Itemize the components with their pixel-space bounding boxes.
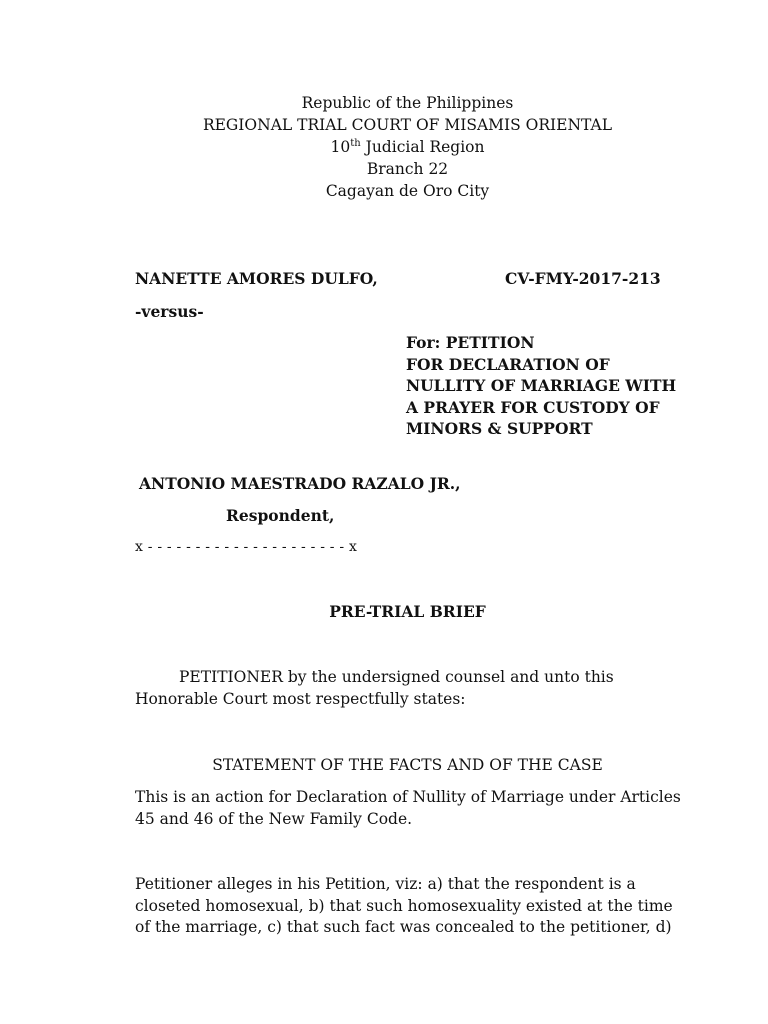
paragraph-line: of the marriage, c) that such fact was concealed to the petitioner, d) (135, 918, 672, 936)
case-nature-line: NULLITY OF MARRIAGE WITH (406, 376, 677, 395)
header-branch: Branch 22 (366, 160, 449, 178)
document-title: PRE-TRIAL BRIEF (329, 602, 486, 621)
paragraph-allegations (135, 874, 673, 939)
case-nature-line: For: PETITION (406, 333, 535, 352)
versus-label: -versus- (135, 302, 204, 321)
respondent-label: Respondent, (226, 506, 335, 525)
case-nature (406, 332, 676, 440)
region-ordinal: th (350, 137, 361, 149)
caption-separator: x - - - - - - - - - - - - - - - - - - - - - x (135, 539, 358, 555)
header-region (0, 136, 768, 158)
paragraph-action (135, 787, 681, 830)
paragraph-line: 45 and 46 of the New Family Code. (135, 809, 413, 828)
intro-line: PETITIONER by the undersigned counsel and unto this (179, 668, 614, 686)
intro-paragraph (135, 667, 614, 710)
case-nature-line: MINORS & SUPPORT (406, 419, 593, 438)
section-heading: STATEMENT OF THE FACTS AND OF THE CASE (212, 756, 603, 774)
region-label: Judicial Region (360, 138, 485, 156)
paragraph-line: Petitioner alleges in his Petition, viz: a) that the respondent is a (135, 875, 636, 893)
paragraph-line: This is an action for Declaration of Nullity of Marriage under Articles (135, 788, 681, 806)
case-number: CV-FMY-2017-213 (505, 269, 661, 288)
paragraph-line: closeted homosexual, b) that such homosexuality existed at the time (135, 896, 673, 915)
header-city: Cagayan de Oro City (325, 182, 490, 200)
header-republic: Republic of the Philippines (301, 94, 514, 112)
intro-line: Honorable Court most respectfully states: (135, 689, 466, 708)
case-nature-line: FOR DECLARATION OF (406, 354, 610, 374)
case-nature-line: A PRAYER FOR CUSTODY OF (406, 397, 660, 417)
region-number: 10 (330, 138, 351, 156)
respondent-name: ANTONIO MAESTRADO RAZALO JR., (139, 474, 461, 493)
header-court: REGIONAL TRIAL COURT OF MISAMIS ORIENTAL (202, 116, 613, 134)
petitioner-name: NANETTE AMORES DULFO, (135, 269, 378, 288)
